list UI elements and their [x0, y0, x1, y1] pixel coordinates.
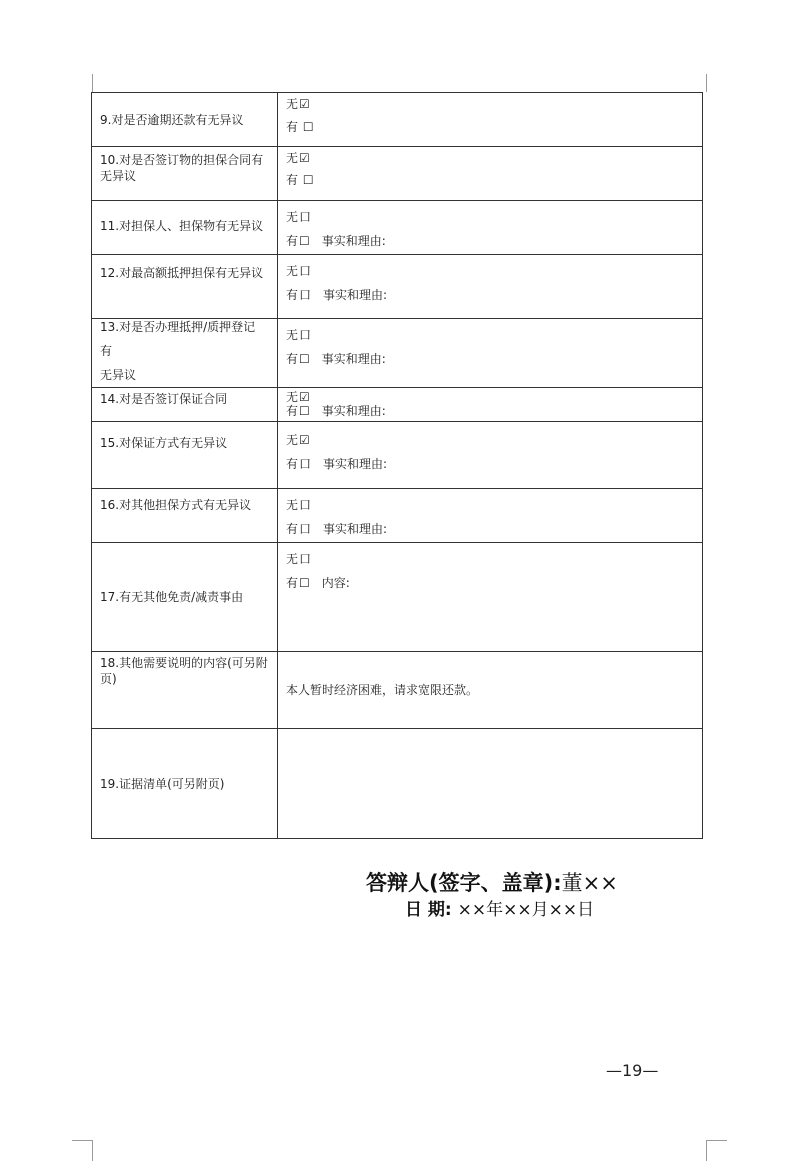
checkbox-no[interactable]: ☑ — [299, 390, 310, 404]
table-row — [92, 652, 703, 729]
question-text-line-3: 无异议 — [100, 368, 137, 382]
crop-mark-bottom-left — [72, 1140, 93, 1161]
option-no-label: 无 — [286, 264, 299, 278]
option-yes — [286, 575, 694, 591]
question-text: 10.对是否签订物的担保合同有 无异议 — [100, 153, 264, 183]
question-cell — [92, 147, 278, 201]
answer-cell — [278, 422, 703, 489]
option-no — [286, 96, 694, 112]
table-row — [92, 147, 703, 201]
answer-cell — [278, 388, 703, 422]
option-no-label: 无 — [286, 552, 299, 566]
crop-mark-bottom-right — [706, 1140, 727, 1161]
answer-cell[interactable] — [278, 729, 703, 839]
checkbox-no[interactable]: 口 — [299, 498, 312, 512]
option-yes-label: 有 — [286, 576, 299, 590]
question-text: 9.对是否逾期还款有无异议 — [100, 112, 244, 127]
question-cell — [92, 489, 278, 543]
checkbox-yes[interactable]: 口 — [299, 457, 312, 471]
reason-label: 内容: — [321, 576, 350, 590]
table-row — [92, 388, 703, 422]
answer-cell — [278, 652, 703, 729]
table-row — [92, 729, 703, 839]
option-yes-label: 有 — [286, 173, 299, 187]
question-text: 11.对担保人、担保物有无异议 — [100, 219, 264, 233]
option-no — [286, 551, 694, 567]
reason-label: 事实和理由: — [321, 234, 386, 248]
option-no — [286, 209, 694, 225]
checkbox-no[interactable]: ☑ — [299, 151, 310, 165]
question-cell — [92, 729, 278, 839]
option-no — [286, 150, 694, 166]
checkbox-yes[interactable]: 口 — [299, 288, 312, 302]
table-row — [92, 543, 703, 652]
answer-cell — [278, 201, 703, 255]
checkbox-yes[interactable]: ☐ — [302, 173, 314, 187]
question-text: 19.证据清单(可另附页) — [100, 776, 225, 791]
answer-cell — [278, 319, 703, 388]
option-yes — [286, 233, 694, 249]
question-cell — [92, 255, 278, 319]
option-no-label: 无 — [286, 328, 299, 342]
option-yes-label: 有 — [286, 120, 299, 134]
table-row — [92, 319, 703, 388]
checkbox-yes[interactable]: 口 — [299, 522, 312, 536]
question-text-line-1: 13.对是否办理抵押/质押登记 — [100, 320, 256, 334]
option-yes-label: 有 — [286, 288, 299, 302]
question-text: 18.其他需要说明的内容(可另附 页) — [100, 656, 268, 686]
option-no-label: 无 — [286, 498, 299, 512]
option-yes — [286, 521, 694, 537]
option-yes — [286, 456, 694, 472]
option-yes-label: 有 — [286, 522, 299, 536]
question-text-line-2: 有 — [100, 344, 113, 358]
option-no — [286, 497, 694, 513]
signature-line — [366, 867, 618, 897]
date-value: ××年××月××日 — [457, 900, 595, 920]
signature-label: 答辩人(签字、盖章): — [366, 871, 562, 895]
reason-label: 事实和理由: — [323, 522, 388, 536]
checkbox-yes[interactable]: ☐ — [299, 576, 310, 590]
crop-mark-top-left — [92, 74, 93, 92]
crop-mark-top-right — [706, 74, 707, 92]
checkbox-no[interactable]: 口 — [299, 328, 312, 342]
option-yes — [286, 287, 694, 303]
checkbox-no[interactable]: 口 — [299, 210, 312, 224]
question-text: 14.对是否签订保证合同 — [100, 392, 228, 406]
question-text: 15.对保证方式有无异议 — [100, 436, 228, 450]
question-text: 12.对最高额抵押担保有无异议 — [100, 266, 264, 280]
date-label: 日 期: — [405, 900, 452, 920]
question-cell — [92, 652, 278, 729]
reason-label: 事实和理由: — [321, 404, 386, 418]
checkbox-no[interactable]: ☑ — [299, 433, 310, 447]
checkbox-no[interactable]: ☑ — [299, 97, 310, 111]
question-cell — [92, 319, 278, 388]
option-yes — [286, 172, 694, 188]
option-yes-label: 有 — [286, 404, 299, 418]
defense-form-table — [91, 92, 703, 839]
question-cell — [92, 388, 278, 422]
option-yes-label: 有 — [286, 457, 299, 471]
answer-cell — [278, 489, 703, 543]
question-cell — [92, 543, 278, 652]
option-yes-label: 有 — [286, 234, 299, 248]
checkbox-no[interactable]: 口 — [299, 264, 312, 278]
page-number: —19— — [606, 1061, 659, 1080]
option-no-label: 无 — [286, 151, 299, 165]
checkbox-yes[interactable]: ☐ — [299, 352, 310, 366]
table-row — [92, 489, 703, 543]
table-row — [92, 422, 703, 489]
option-no-label: 无 — [286, 97, 299, 111]
checkbox-yes[interactable]: ☐ — [302, 120, 314, 134]
reason-label: 事实和理由: — [323, 288, 388, 302]
option-yes — [286, 119, 694, 135]
option-yes — [286, 351, 694, 367]
table-row — [92, 255, 703, 319]
question-cell — [92, 422, 278, 489]
reason-label: 事实和理由: — [323, 457, 388, 471]
question-text: 17.有无其他免责/减责事由 — [100, 590, 244, 604]
answer-text[interactable]: 本人暂时经济困难，请求宽限还款。 — [286, 683, 479, 697]
answer-cell — [278, 543, 703, 652]
question-cell — [92, 201, 278, 255]
option-yes-label: 有 — [286, 352, 299, 366]
table-row — [92, 201, 703, 255]
checkbox-no[interactable]: 口 — [299, 552, 312, 566]
table-row — [92, 93, 703, 147]
answer-cell — [278, 93, 703, 147]
answer-cell — [278, 255, 703, 319]
option-no — [286, 263, 694, 279]
question-cell — [92, 93, 278, 147]
option-no-label: 无 — [286, 210, 299, 224]
date-line — [405, 895, 594, 920]
option-no-label: 无 — [286, 433, 299, 447]
signature-name: 董×× — [561, 871, 618, 895]
checkbox-yes[interactable]: ☐ — [299, 404, 310, 418]
checkbox-yes[interactable]: ☐ — [299, 234, 310, 248]
option-no — [286, 327, 694, 343]
question-text: 16.对其他担保方式有无异议 — [100, 498, 252, 512]
reason-label: 事实和理由: — [321, 352, 386, 366]
option-no-label: 无 — [286, 390, 299, 404]
option-yes — [286, 404, 694, 418]
option-no — [286, 390, 694, 404]
answer-cell — [278, 147, 703, 201]
option-no — [286, 432, 694, 448]
